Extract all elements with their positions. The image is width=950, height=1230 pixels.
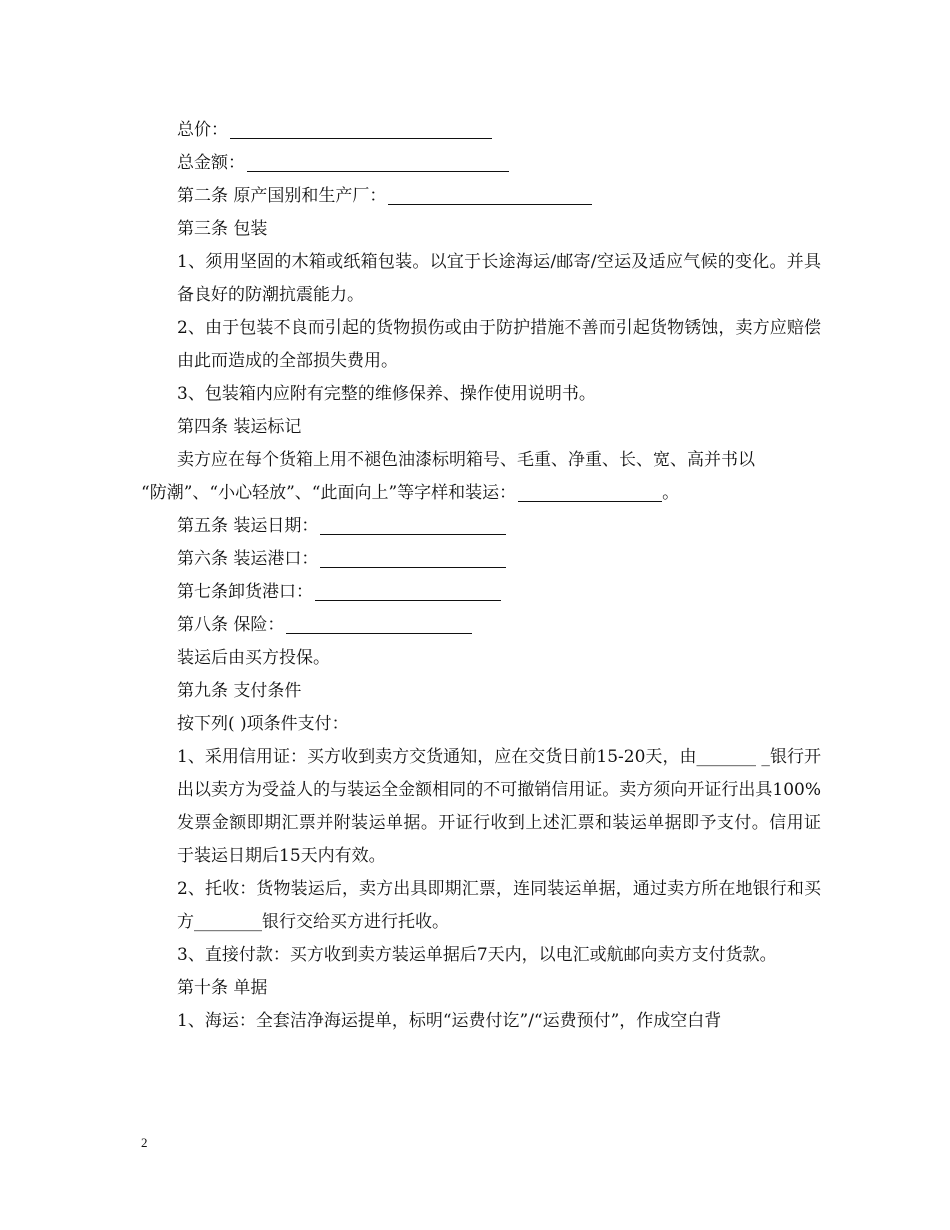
paragraph-article-4-title xyxy=(141,411,821,444)
paragraph-article-5 xyxy=(141,510,821,543)
paragraph-article-3-1 xyxy=(141,246,821,312)
paragraph-text: 装运后由买方投保。 xyxy=(177,648,330,668)
paragraph-text: 第九条 支付条件 xyxy=(177,681,302,701)
paragraph-total-price xyxy=(141,114,821,147)
page-number: 2 xyxy=(141,1135,148,1150)
paragraph-text: 2、由于包装不良而引起的货物损伤或由于防护措施不善而引起货物锈蚀，卖方应赔偿由此而造成的全部损失费用。 xyxy=(177,318,821,371)
paragraph-text: 第五条 装运日期： xyxy=(177,516,319,536)
paragraph-article-10-1 xyxy=(141,1005,821,1038)
paragraph-article-9-title xyxy=(141,675,821,708)
paragraph-text: 1、海运：全套洁净海运提单，标明“运费付讫”/“运费预付”，作成空白背 xyxy=(177,1011,722,1031)
fill-in-blank xyxy=(518,481,662,502)
paragraph-article-4-body-2 xyxy=(141,477,821,510)
fill-in-blank xyxy=(315,580,501,601)
paragraph-text: 第二条 原产国别和生产厂： xyxy=(177,186,387,206)
paragraph-text: 卖方应在每个货箱上用不褪色油漆标明箱号、毛重、净重、长、宽、高并书以 xyxy=(177,450,755,470)
paragraph-text: 第十条 单据 xyxy=(177,978,268,998)
paragraph-article-3-3 xyxy=(141,378,821,411)
paragraph-article-9-intro xyxy=(141,708,821,741)
paragraph-text: 第七条卸货港口： xyxy=(177,582,313,602)
fill-in-blank xyxy=(247,151,509,172)
fill-in-blank xyxy=(388,184,592,205)
paragraph-article-6 xyxy=(141,543,821,576)
paragraph-text: “防潮”、“小心轻放”、“此面向上”等字样和装运： xyxy=(141,483,517,503)
paragraph-text: 1、采用信用证：买方收到卖方交货通知，应在交货日前15-20天，由_______ _银行开出以卖方为受益人的与装运全金额相同的不可撤销信用证。卖方须向开证行出具100%发票金额即期汇票并附装运单据。开证行收到上述汇票和装运单据即予支付。信用证于装运日期后15天内有效。 xyxy=(177,747,821,866)
paragraph-text: 第三条 包装 xyxy=(177,219,268,239)
paragraph-text: 2、托收：货物装运后，卖方出具即期汇票，连同装运单据，通过卖方所在地银行和买方________银行交给买方进行托收。 xyxy=(177,879,821,932)
fill-in-blank xyxy=(230,118,492,139)
paragraph-text: 1、须用坚固的木箱或纸箱包装。以宜于长途海运/邮寄/空运及适应气候的变化。并具备良好的防潮抗震能力。 xyxy=(177,252,821,305)
paragraph-suffix: 。 xyxy=(662,483,680,503)
paragraph-article-8-body xyxy=(141,642,821,675)
paragraph-article-9-3 xyxy=(141,939,821,972)
paragraph-article-2 xyxy=(141,180,821,213)
paragraph-text: 总价： xyxy=(177,120,228,140)
paragraph-text: 3、包装箱内应附有完整的维修保养、操作使用说明书。 xyxy=(177,384,596,404)
paragraph-total-amount xyxy=(141,147,821,180)
paragraph-article-8 xyxy=(141,609,821,642)
paragraph-text: 第四条 装运标记 xyxy=(177,417,302,437)
paragraph-text: 第六条 装运港口： xyxy=(177,549,319,569)
paragraph-article-9-1 xyxy=(141,741,821,873)
paragraph-article-9-2 xyxy=(141,873,821,939)
paragraph-text: 总金额： xyxy=(177,153,245,173)
fill-in-blank xyxy=(320,514,506,535)
document-body xyxy=(141,114,821,1038)
paragraph-article-10-title xyxy=(141,972,821,1005)
paragraph-article-7 xyxy=(141,576,821,609)
paragraph-text: 按下列( )项条件支付： xyxy=(177,714,349,734)
fill-in-blank xyxy=(286,613,472,634)
fill-in-blank xyxy=(320,547,506,568)
paragraph-text: 第八条 保险： xyxy=(177,615,285,635)
paragraph-article-3-title xyxy=(141,213,821,246)
paragraph-text: 3、直接付款：买方收到卖方装运单据后7天内，以电汇或航邮向卖方支付货款。 xyxy=(177,945,777,965)
paragraph-article-4-body-1 xyxy=(141,444,821,477)
paragraph-article-3-2 xyxy=(141,312,821,378)
